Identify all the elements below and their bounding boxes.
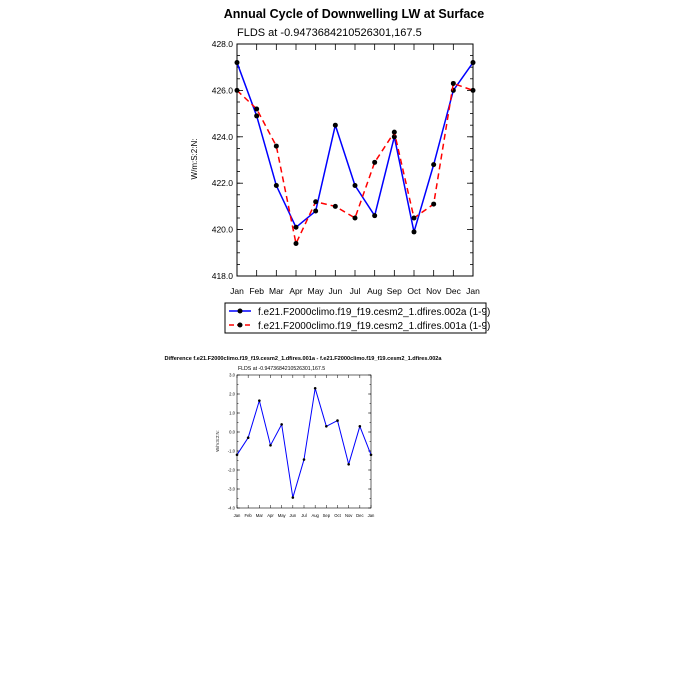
y-tick-label: 418.0 [211,270,233,281]
data-point [370,454,373,457]
y-axis-label: W/m:S:2:N: [215,430,220,452]
y-tick-label: -2.0 [227,467,235,473]
data-point [353,216,358,221]
y-tick-label: 426.0 [211,85,233,96]
y-tick-label: 422.0 [211,178,233,189]
y-tick-label: 1.0 [229,410,235,416]
data-point [412,229,417,234]
data-point [274,144,279,149]
plot-frame [237,375,371,508]
data-point [325,425,328,428]
y-tick-label: -3.0 [227,486,235,492]
data-point [431,162,436,167]
legend-label-2: f.e21.F2000climo.f19_f19.cesm2_1.dfires.001a (1-9) [258,321,491,332]
data-point [451,88,456,93]
data-point [333,204,338,209]
data-point [280,423,283,426]
y-axis-label: W/m:S:2:N: [190,138,199,180]
legend-entry-1 [229,307,490,318]
data-point [235,60,240,65]
x-tick-label: Apr [289,286,303,296]
x-tick-label: Feb [244,513,252,518]
x-tick-label: May [307,286,324,296]
data-point [313,209,318,214]
chart-subtitle: FLDS at -0.9473684210526301,167.5 [238,366,326,372]
x-tick-label: Nov [344,513,353,518]
data-point [313,199,318,204]
x-tick-label: Jun [289,513,297,518]
x-tick-label: Dec [356,513,364,518]
data-point [412,216,417,221]
x-tick-label: Oct [334,513,341,518]
data-point [247,436,250,439]
data-point [359,425,362,428]
data-point [471,60,476,65]
data-point [294,241,299,246]
data-point [294,225,299,230]
data-point [347,463,350,466]
x-tick-label: Nov [426,286,442,296]
data-point [471,88,476,93]
x-tick-label: Aug [311,513,319,518]
x-tick-label: Apr [267,513,274,518]
data-point [451,81,456,86]
x-tick-label: Feb [249,286,264,296]
x-tick-label: Dec [445,286,461,296]
series-line-1 [237,63,473,232]
top-chart [190,7,490,333]
data-point [274,183,279,188]
data-point [336,419,339,422]
x-tick-label: May [277,513,286,518]
y-tick-label: 420.0 [211,224,233,235]
y-tick-label: 428.0 [211,38,233,49]
data-point [235,88,240,93]
data-point [372,213,377,218]
plot-area [228,372,375,518]
data-point [431,202,436,207]
series-line-1 [237,388,371,497]
x-tick-label: Jun [328,286,343,296]
x-tick-label: Jan [367,513,375,518]
legend-entry-2 [229,321,490,332]
data-point [372,160,377,165]
plot-frame [237,44,473,276]
x-tick-label: Sep [386,286,402,296]
y-tick-label: -1.0 [227,448,235,454]
x-tick-label: Jan [230,286,244,296]
x-tick-label: Oct [407,286,421,296]
bottom-chart [164,356,442,518]
data-point [254,106,259,111]
chart-title: Annual Cycle of Downwelling LW at Surface [223,7,485,21]
data-point [333,123,338,128]
data-point [353,183,358,188]
x-tick-label: Jan [233,513,241,518]
data-point [314,387,317,390]
legend [225,303,490,333]
data-point [269,444,272,447]
x-tick-label: Mar [255,513,263,518]
data-point [236,454,239,457]
data-point [303,458,306,461]
data-point [292,496,295,499]
x-tick-label: Sep [322,513,331,518]
x-tick-label: Jul [349,286,361,296]
y-tick-label: 0.0 [229,429,235,435]
x-tick-label: Aug [367,286,383,296]
data-point [254,113,259,118]
x-tick-label: Jan [466,286,480,296]
y-tick-label: -4.0 [227,505,235,511]
y-tick-label: 424.0 [211,131,233,142]
chart-title: Difference f.e21.F2000climo.f19_f19.cesm2_1.dfires.001a - f.e21.F2000climo.f19_f19.cesm2_1.dfires.002a [164,356,442,362]
chart-subtitle: FLDS at -0.9473684210526301,167.5 [237,27,422,39]
y-tick-label: 2.0 [229,391,235,397]
y-tick-label: 3.0 [229,372,235,378]
x-tick-label: Mar [269,286,284,296]
data-point [392,130,397,135]
legend-label-1: f.e21.F2000climo.f19_f19.cesm2_1.dfires.002a (1-9) [258,307,491,318]
plot-area [212,39,480,296]
data-point [258,399,261,402]
x-tick-label: Jul [301,513,307,518]
